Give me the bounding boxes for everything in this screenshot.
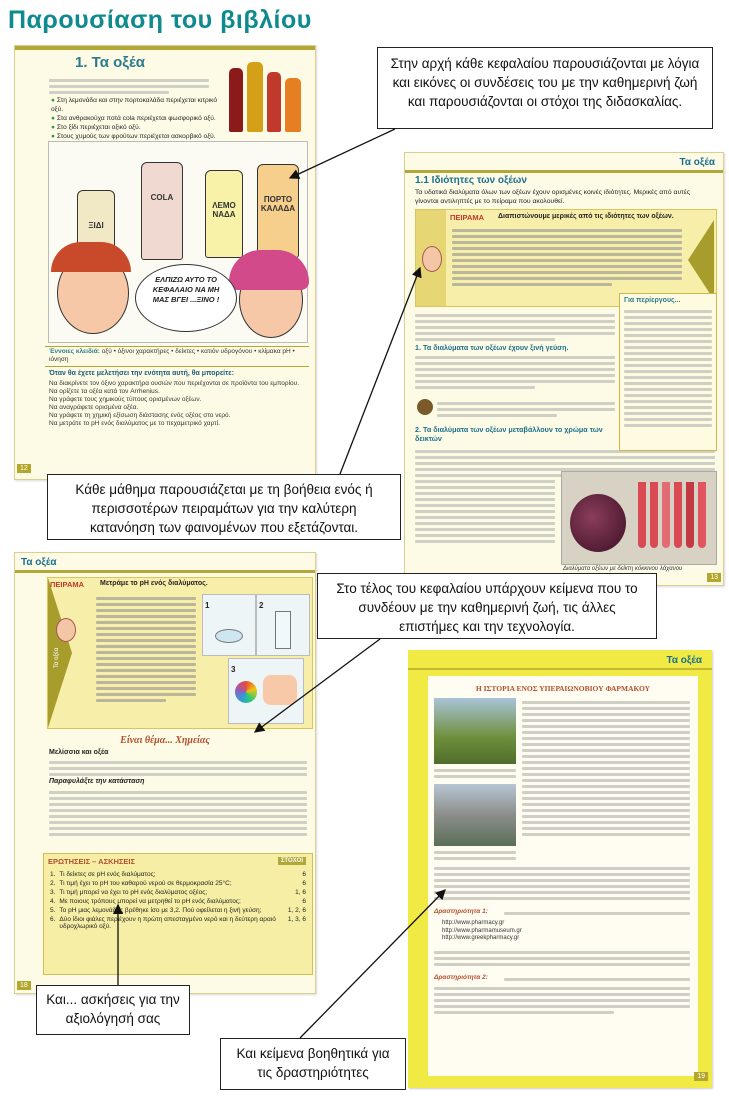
step-image-2: 2 <box>256 594 310 656</box>
arrow-to-activities <box>300 890 445 1038</box>
running-head: Τα οξέα <box>21 557 57 568</box>
arrow-to-page-12 <box>290 129 395 178</box>
bullet-item: ● Στους χυμούς των φρούτων περιέχεται ασκορβικό οξύ. <box>51 132 221 141</box>
experiment-title: Διαπιστώνουμε μερικές από τις ιδιότητες των οξέων. <box>498 213 674 220</box>
goal-item: Να διακρίνετε τον όξινο χαρακτήρα ουσιών που περιέχονται σε προϊόντα του εμπορίου. <box>49 380 300 387</box>
experiment-title: Μετράμε το pH ενός διαλύματος. <box>100 580 208 587</box>
page-number: 19 <box>694 1072 708 1081</box>
page-number: 18 <box>17 981 31 990</box>
article-title: Η ΙΣΤΟΡΙΑ ΕΝΟΣ ΥΠΕΡΑΙΩΝΟΒΙΟΥ ΦΑΡΜΑΚΟΥ <box>475 684 651 693</box>
goal-item: Να μετράτε το pH ενός διαλύματος με το πεχαμετρικό χαρτί. <box>49 420 220 427</box>
callout-chapter-intro: Στην αρχή κάθε κεφαλαίου παρουσιάζονται με λόγια και εικόνες οι συνδέσεις του με την καθημερινή ζωή και παρουσιάζονται οι στόχοι της διδασκαλίας. <box>377 47 713 129</box>
experiment-tag: ΠΕΙΡΑΜΑ <box>450 213 485 222</box>
activity-2-label: Δραστηριότητα 2: <box>434 974 488 981</box>
reading-title: Είναι θέμα... Χημείας <box>120 735 210 746</box>
bottle-label: ΞΙΔΙ <box>88 221 104 230</box>
running-head: Τα οξέα <box>666 655 702 666</box>
goals-title: Όταν θα έχετε μελετήσει την ενότητα αυτή, θα μπορείτε: <box>49 370 234 377</box>
exercise-row: 3. Τι τιμή μπορεί να έχει το pH ενός διαλύματος οξέος; 1, 6 <box>50 889 306 896</box>
key-concepts: Έννοιες κλειδιά: οξύ • όξινοι χαρακτήρες • δείκτες • κατιόν υδρογόνου • κλίμακα pH • ιόνηση <box>49 348 295 363</box>
reading-subtitle-1: Μελίσσια και οξέα <box>49 749 109 756</box>
bullet-item: ● Στο ξίδι περιέχεται οξικό οξύ. <box>51 123 221 132</box>
goal-item: Να αναγράφετε ορισμένα οξέα. <box>49 404 139 411</box>
subsection-1: 1. Τα διαλύματα των οξέων έχουν ξινή γεύση. <box>415 343 569 352</box>
arrow-to-experiment <box>340 268 420 474</box>
running-head: Τα οξέα <box>679 157 715 168</box>
subsection-2: 2. Τα διαλύματα των οξέων μεταβάλλουν το χρώμα των δεικτών <box>415 425 603 443</box>
exercise-row: 5. Το pH μιας λεμονάδας βρέθηκε ίσο με 3,2. Πού οφείλεται η ξινή γεύση; 1, 2, 6 <box>50 907 306 914</box>
experiment-tag: ΠΕΙΡΑΜΑ <box>50 580 85 589</box>
page-number: 13 <box>707 573 721 582</box>
step-image-3: 3 <box>228 658 304 724</box>
bottle-label: ΠΟΡΤΟ ΚΑΛΑΔΑ <box>260 195 296 213</box>
bullet-item: ● Στα ανθρακούχα ποτά cola περιέχεται φωσφορικό οξύ. <box>51 114 221 123</box>
callout-chapter-end: Στο τέλος του κεφαλαίου υπάρχουν κείμενα που το συνδέουν με την καθημερινή ζωή, τις άλλες επιστήμες και την τεχνολογία. <box>317 573 657 639</box>
section-intro: Τα υδατικά διαλύματα όλων των οξέων έχουν ορισμένες κοινές ιδιότητες. Μερικές από αυτές γίνονται αντιληπτές με το πείραμα που ακολουθεί. <box>415 189 691 205</box>
link-item[interactable]: http://www.greekpharmacy.gr <box>442 935 520 941</box>
page-title: Παρουσίαση του βιβλίου <box>8 6 312 34</box>
goals-column-header: ΣΤΟΧΟΙ <box>278 857 306 865</box>
chapter-heading: 1. Τα οξέα <box>75 54 145 71</box>
exercise-row: 4. Με ποιους τρόπους μπορεί να μετρηθεί το pH ενός διαλύματος; 6 <box>50 898 306 905</box>
bullet-item: ● Στη λεμονάδα και στην πορτοκαλάδα περιέχεται κιτρικό οξύ. <box>51 96 221 114</box>
exercise-row: 2. Τι τιμή έχει το pH του καθαρού νερού σε θερμοκρασία 25°C; 6 <box>50 880 306 887</box>
speech-bubble: ΕΛΠΙΖΩ ΑΥΤΟ ΤΟ ΚΕΦΑΛΑΙΟ ΝΑ ΜΗ ΜΑΣ ΒΓΕΙ ...ΞΙΝΟ ! <box>135 264 237 332</box>
reading-subtitle-2: Παραφυλάξτε την κατάσταση <box>49 778 145 785</box>
exercise-row: 6. Δύο ίδιοι φιάλες περιέχουν η πρώτη απεσταγμένο νερό και η δεύτερη αραιό υδροχλωρικό οξύ. 1, 3, 6 <box>50 916 306 930</box>
link-item[interactable]: http://www.pharmacy.gr <box>442 920 505 926</box>
section-title: 1.1 Ιδιότητες των οξέων <box>415 175 527 186</box>
bottle-label: ΛΕΜΟ ΝΑΔΑ <box>212 201 236 219</box>
link-item[interactable]: http://www.pharmamuseum.gr <box>442 927 522 934</box>
exercise-row: 1. Τι δείκτες σε pH ενός διαλύματος; 6 <box>50 871 306 878</box>
photo-caption: Διαλύματα οξέων με δείκτη κόκκινου λάχανου <box>563 566 683 572</box>
activity-1-label: Δραστηριότητα 1: <box>434 908 488 915</box>
page-number: 12 <box>17 464 31 473</box>
goal-item: Να ορίζετε τα οξέα κατά τον Arrhenius. <box>49 388 160 395</box>
step-image-1: 1 <box>202 594 256 656</box>
bottle-label: COLA <box>150 193 174 202</box>
callout-exercises: Και... ασκήσεις για την αξιολόγησή σας <box>36 985 190 1035</box>
exercises-title: ΕΡΩΤΗΣΕΙΣ – ΑΣΚΗΣΕΙΣ <box>48 857 136 866</box>
goal-item: Να γράφετε τη χημική εξίσωση διάστασης ενός οξέος στο νερό. <box>49 412 231 419</box>
callout-activity-texts: Και κείμενα βοηθητικά για τις δραστηριότητες <box>220 1038 406 1090</box>
sidebar-title: Για περίεργους... <box>624 297 681 304</box>
callout-experiments: Κάθε μάθημα παρουσιάζεται με τη βοήθεια ενός ή περισσοτέρων πειραμάτων για την καλύτερη κατανόηση των φαινομένων που εξετάζονται. <box>47 474 401 540</box>
arrow-to-reading <box>255 639 380 732</box>
sidebar-label: Τα οξέα <box>54 647 60 668</box>
goal-item: Να γράφετε τους χημικούς τύπους ορισμένων οξέων. <box>49 396 202 403</box>
